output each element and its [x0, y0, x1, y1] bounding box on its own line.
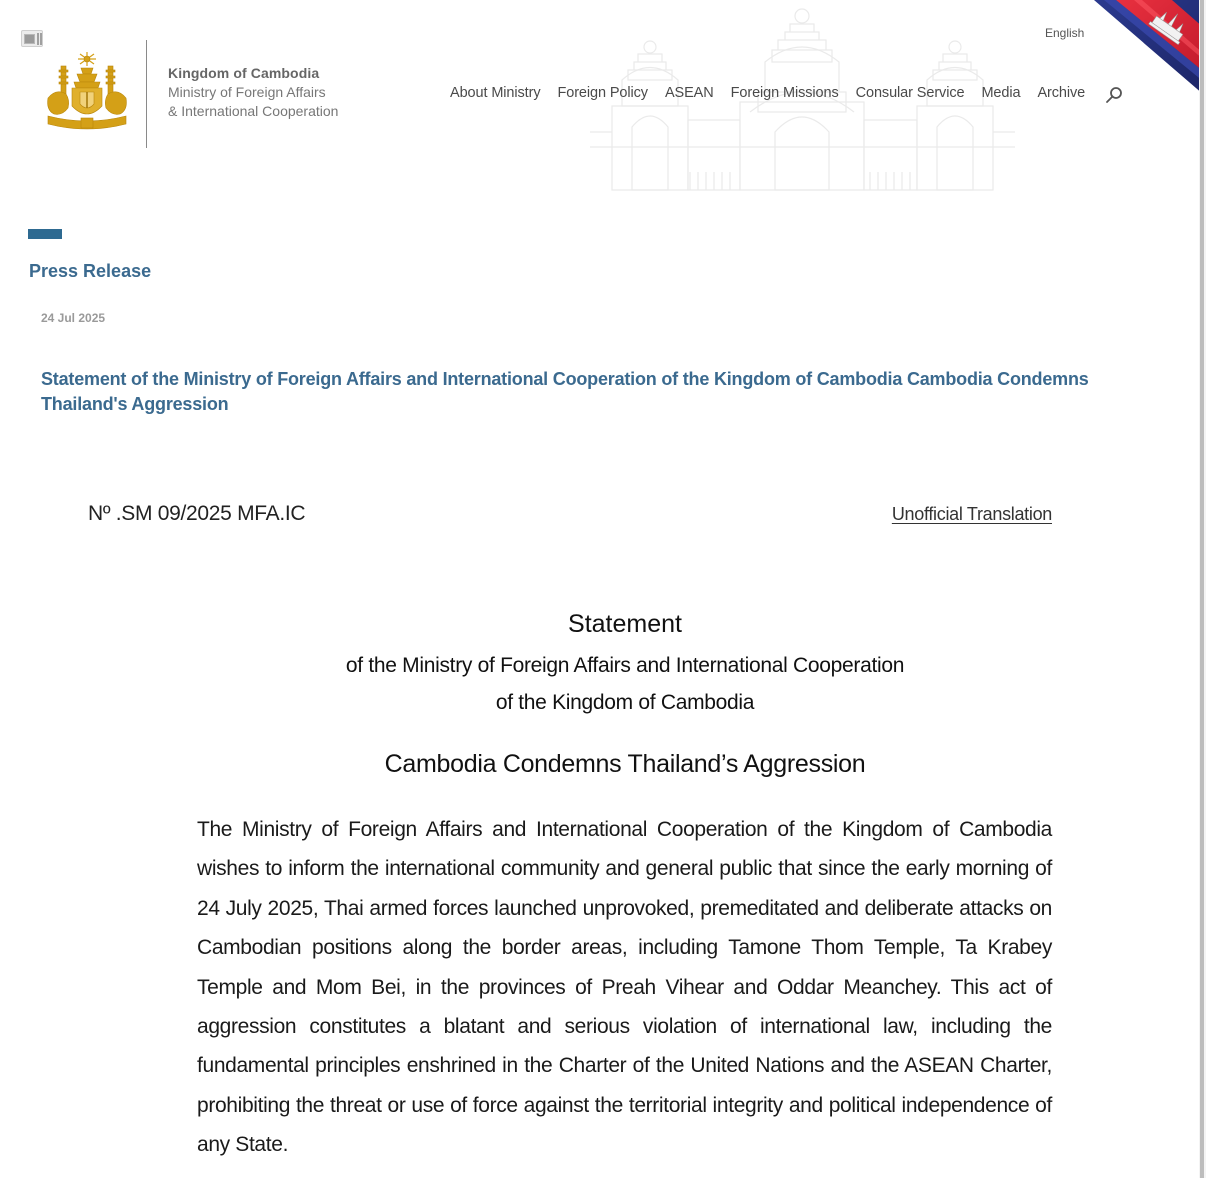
logo-text[interactable]: [168, 64, 338, 121]
search-icon[interactable]: [1105, 86, 1123, 104]
nav-media[interactable]: Media: [981, 85, 1021, 101]
document-title: Cambodia Condemns Thailand’s Aggression: [384, 750, 866, 778]
nav-foreign-policy[interactable]: Foreign Policy: [557, 85, 648, 101]
nav-about-ministry[interactable]: About Ministry: [450, 85, 541, 101]
document-reference-number: Nº .SM 09/2025 MFA.IC: [88, 502, 306, 525]
logo-ministry: Ministry of Foreign Affairs: [168, 84, 326, 100]
document-heading: Statement: [568, 610, 682, 638]
site-header: [0, 0, 1199, 200]
unofficial-translation-label: Unofficial Translation: [891, 504, 1052, 524]
broken-image-icon: [21, 30, 43, 47]
nav-foreign-missions[interactable]: Foreign Missions: [730, 85, 839, 101]
nav-archive[interactable]: Archive: [1037, 85, 1086, 101]
logo-divider: [146, 40, 147, 148]
document-subheading-kingdom: of the Kingdom of Cambodia: [495, 691, 755, 714]
nav-consular-service[interactable]: Consular Service: [855, 85, 965, 101]
section-title: Press Release: [29, 261, 152, 281]
logo-country: Kingdom of Cambodia: [168, 65, 320, 81]
language-switcher[interactable]: English: [1045, 26, 1085, 40]
vertical-scrollbar[interactable]: [1199, 0, 1206, 1178]
section-accent-bar: [28, 229, 62, 239]
statement-document-image: [60, 480, 1080, 1178]
cambodia-flag-icon: [1094, 0, 1199, 95]
document-subheading-ministry: of the Ministry of Foreign Affairs and International Cooperation: [345, 654, 905, 677]
document-body-paragraph: The Ministry of Foreign Affairs and International Cooperation of the Kingdom of Cambodia wishes to inform the international community and general public that since the early morning of 24 July 2025, Thai armed forces launched unprovoked, premeditated and deliberate attacks on Cambodian positions along the border areas, including Tamone Thom Temple, Ta Krabey Temple and Mom Bei, in the provinces of Preah Vihear and Oddar Meanchey. This act of aggression constitutes a blatant and serious violation of international law, including the fundamental principles enshrined in the Charter of the United Nations and the ASEAN Charter, prohibiting the threat or use of force against the territorial integrity and political independence of any State.: [197, 818, 1052, 1157]
scrollbar-thumb[interactable]: [1200, 0, 1204, 1178]
article-title: Statement of the Ministry of Foreign Affairs and International Cooperation of the Kingdom of Cambodia Cambodia Condemns Thailand's Aggression: [41, 369, 1089, 414]
article-date: 24 Jul 2025: [41, 311, 106, 325]
royal-emblem-logo[interactable]: [44, 50, 130, 132]
nav-asean[interactable]: ASEAN: [664, 85, 714, 101]
main-nav: [450, 82, 1123, 104]
logo-ministry-cont: & International Cooperation: [168, 103, 339, 119]
